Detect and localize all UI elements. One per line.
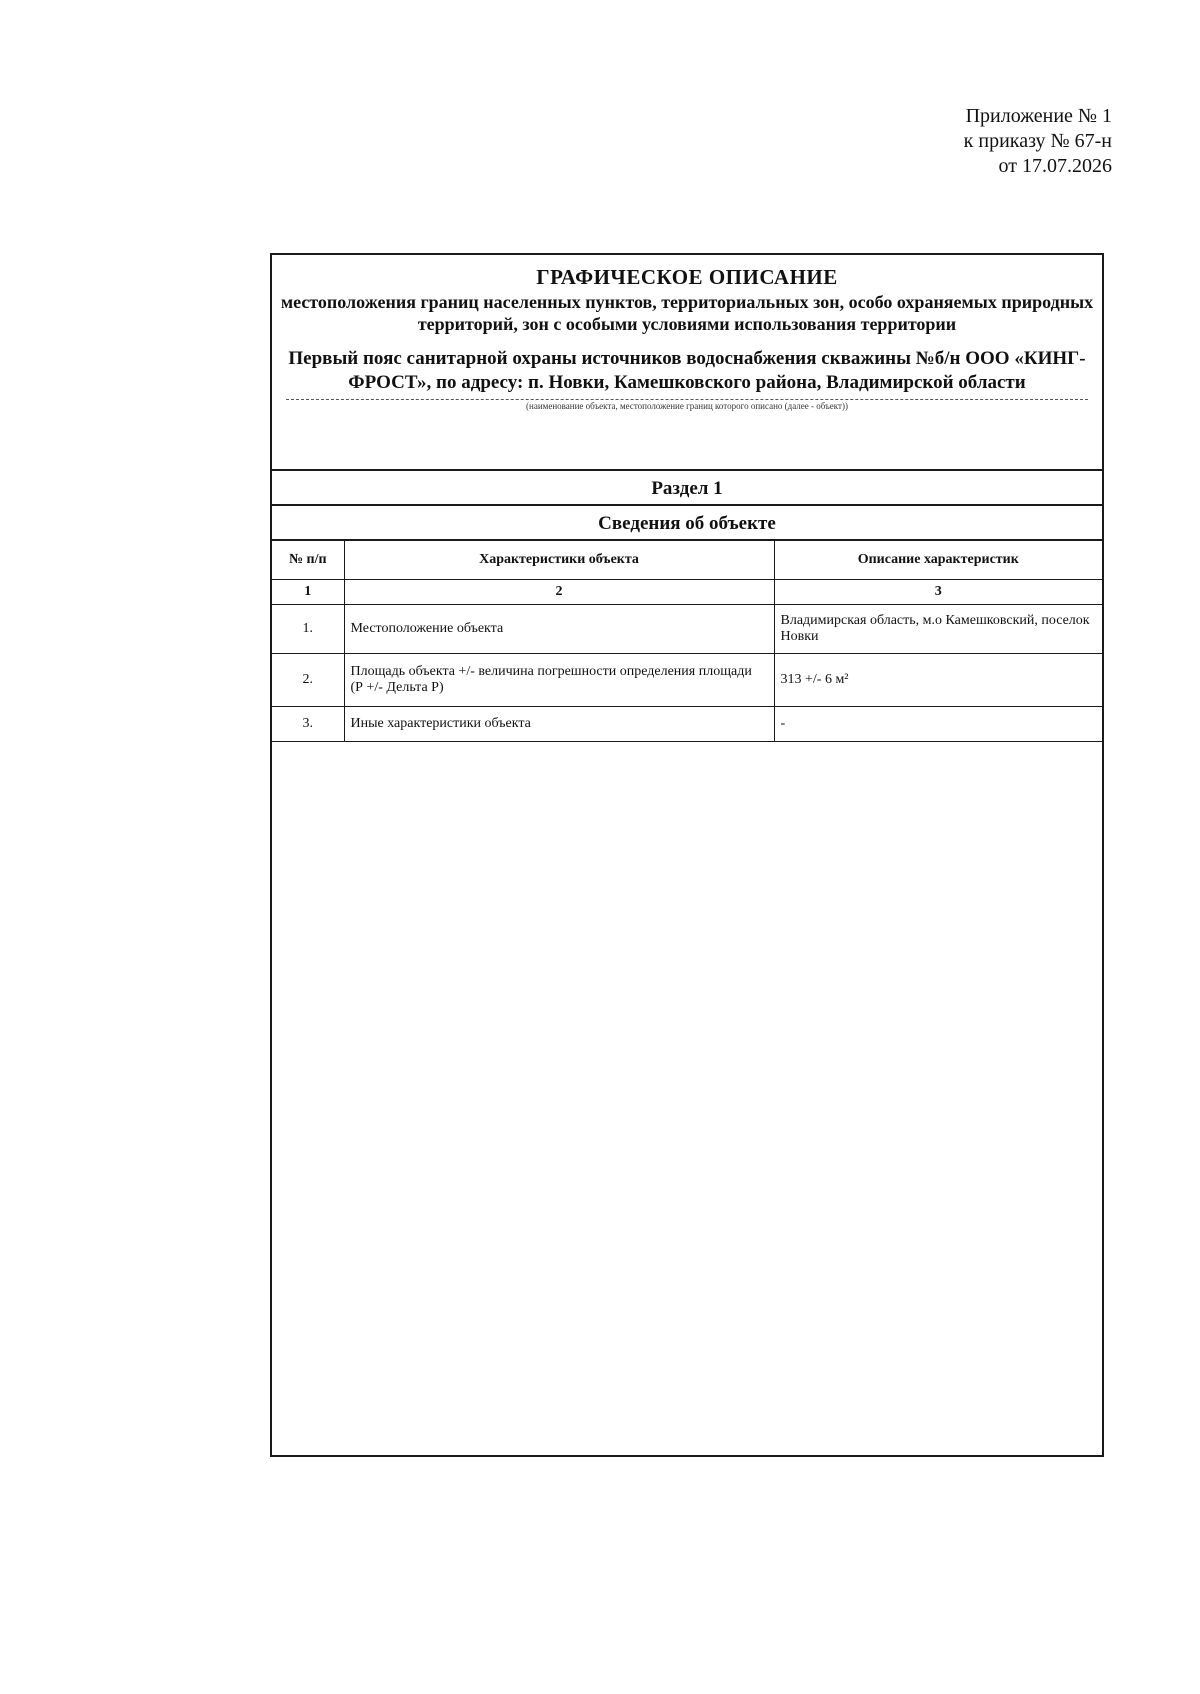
name-underline <box>286 399 1088 400</box>
object-info-table <box>272 541 1102 742</box>
row-characteristic: Местоположение объекта <box>344 605 774 654</box>
column-number: 3 <box>774 580 1102 605</box>
document-subtitle: местоположения границ населенных пунктов, территориальных зон, особо охраняемых природных территорий, зон с особыми условиями использования территории <box>280 292 1094 334</box>
object-name: Первый пояс санитарной охраны источников водоснабжения скважины №б/н ООО «КИНГ-ФРОСТ», по адресу: п. Новки, Камешковского района, Владимирской области <box>288 348 1086 393</box>
row-description: - <box>774 707 1102 742</box>
document-title: ГРАФИЧЕСКОЕ ОПИСАНИЕ <box>536 265 838 289</box>
column-number-row <box>272 580 1102 605</box>
row-description: 313 +/- 6 м² <box>774 654 1102 707</box>
row-number: 2. <box>272 654 344 707</box>
row-description: Владимирская область, м.о Камешковский, поселок Новки <box>774 605 1102 654</box>
table-row <box>272 654 1102 707</box>
row-characteristic: Площадь объекта +/- величина погрешности определения площади (Р +/- Дельта Р) <box>344 654 774 707</box>
column-number: 2 <box>344 580 774 605</box>
order-date: от 17.07.2026 <box>998 155 1112 177</box>
table-row <box>272 605 1102 654</box>
object-name-caption: (наименование объекта, местоположение границ которого описано (далее - объект)) <box>526 401 848 411</box>
section-title: Сведения об объекте <box>272 506 1102 541</box>
appendix-reference <box>964 104 1112 179</box>
header-number: № п/п <box>272 541 344 580</box>
appendix-number: Приложение № 1 <box>965 105 1112 127</box>
document-header <box>272 255 1102 471</box>
row-number: 3. <box>272 707 344 742</box>
row-characteristic: Иные характеристики объекта <box>344 707 774 742</box>
header-description: Описание характеристик <box>774 541 1102 580</box>
table-header-row <box>272 541 1102 580</box>
column-number: 1 <box>272 580 344 605</box>
header-characteristic: Характеристики объекта <box>344 541 774 580</box>
row-number: 1. <box>272 605 344 654</box>
section-label: Раздел 1 <box>272 471 1102 506</box>
order-number: к приказу № 67-н <box>963 130 1112 152</box>
table-row <box>272 707 1102 742</box>
document-frame <box>270 253 1104 1457</box>
